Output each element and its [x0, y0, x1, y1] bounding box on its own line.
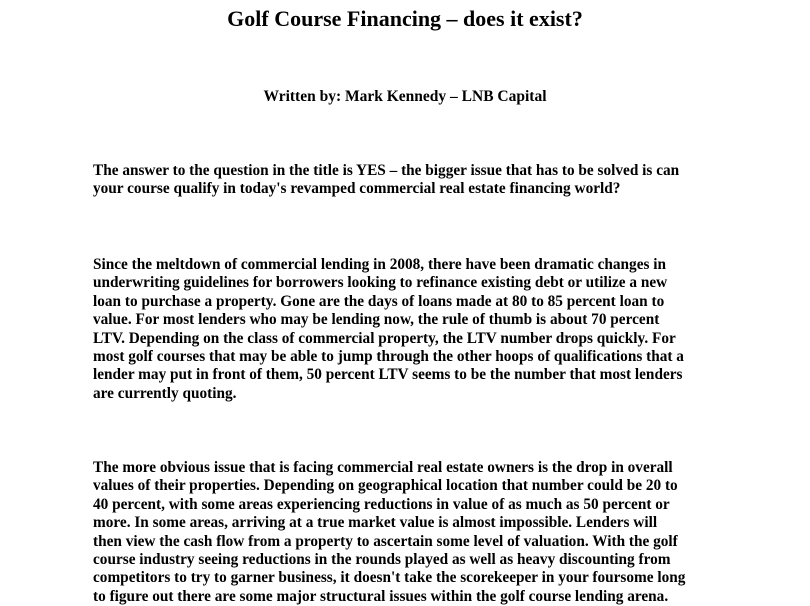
paragraph-line: The more obvious issue that is facing commercial real estate owners is the drop in overall — [93, 459, 673, 476]
paragraph-line: 40 percent, with some areas experiencing reductions in value of as much as 50 percent or — [93, 495, 670, 513]
paragraph-line: your course qualify in today's revamped commercial real estate financing world? — [93, 180, 621, 198]
paragraph-line: are currently quoting. — [93, 384, 237, 402]
paragraph-line: The answer to the question in the title is YES – the bigger issue that has to be solved is can — [93, 162, 680, 179]
paragraph-line: value. For most lenders who may be lending now, the rule of thumb is about 70 percent — [93, 311, 660, 329]
author-byline: Written by: Mark Kennedy – LNB Capital — [263, 88, 547, 105]
paragraph-line: Since the meltdown of commercial lending in 2008, there have been dramatic changes in — [93, 256, 667, 273]
paragraph-line: most golf courses that may be able to jump through the other hoops of qualifications that a — [93, 348, 684, 366]
paragraph-line: competitors to try to garner business, it doesn't take the scorekeeper in your foursome long — [93, 569, 686, 587]
paragraph-line: values of their properties. Depending on geographical location that number could be 20 to — [93, 477, 678, 495]
paragraph-line: lender may put in front of them, 50 percent LTV seems to be the number that most lenders — [93, 366, 683, 384]
paragraph-line: to figure out there are some major structural issues within the golf course lending arena. — [93, 587, 669, 605]
paragraph-intro — [93, 162, 733, 199]
paragraph-lending-changes — [93, 256, 733, 403]
document-title: Golf Course Financing – does it exist? — [227, 6, 583, 31]
paragraph-line: course industry seeing reductions in the rounds played as well as heavy discounting from — [93, 551, 671, 569]
paragraph-line: LTV. Depending on the class of commercial property, the LTV number drops quickly. For — [93, 329, 676, 347]
paragraph-line: more. In some areas, arriving at a true market value is almost impossible. Lenders will — [93, 514, 658, 532]
paragraph-line: loan to purchase a property. Gone are the days of loans made at 80 to 85 percent loan to — [93, 292, 665, 310]
paragraph-line: underwriting guidelines for borrowers looking to refinance existing debt or utilize a new — [93, 274, 668, 292]
paragraph-property-values — [93, 459, 733, 606]
paragraph-line: then view the cash flow from a property to ascertain some level of valuation. With the golf — [93, 532, 678, 550]
